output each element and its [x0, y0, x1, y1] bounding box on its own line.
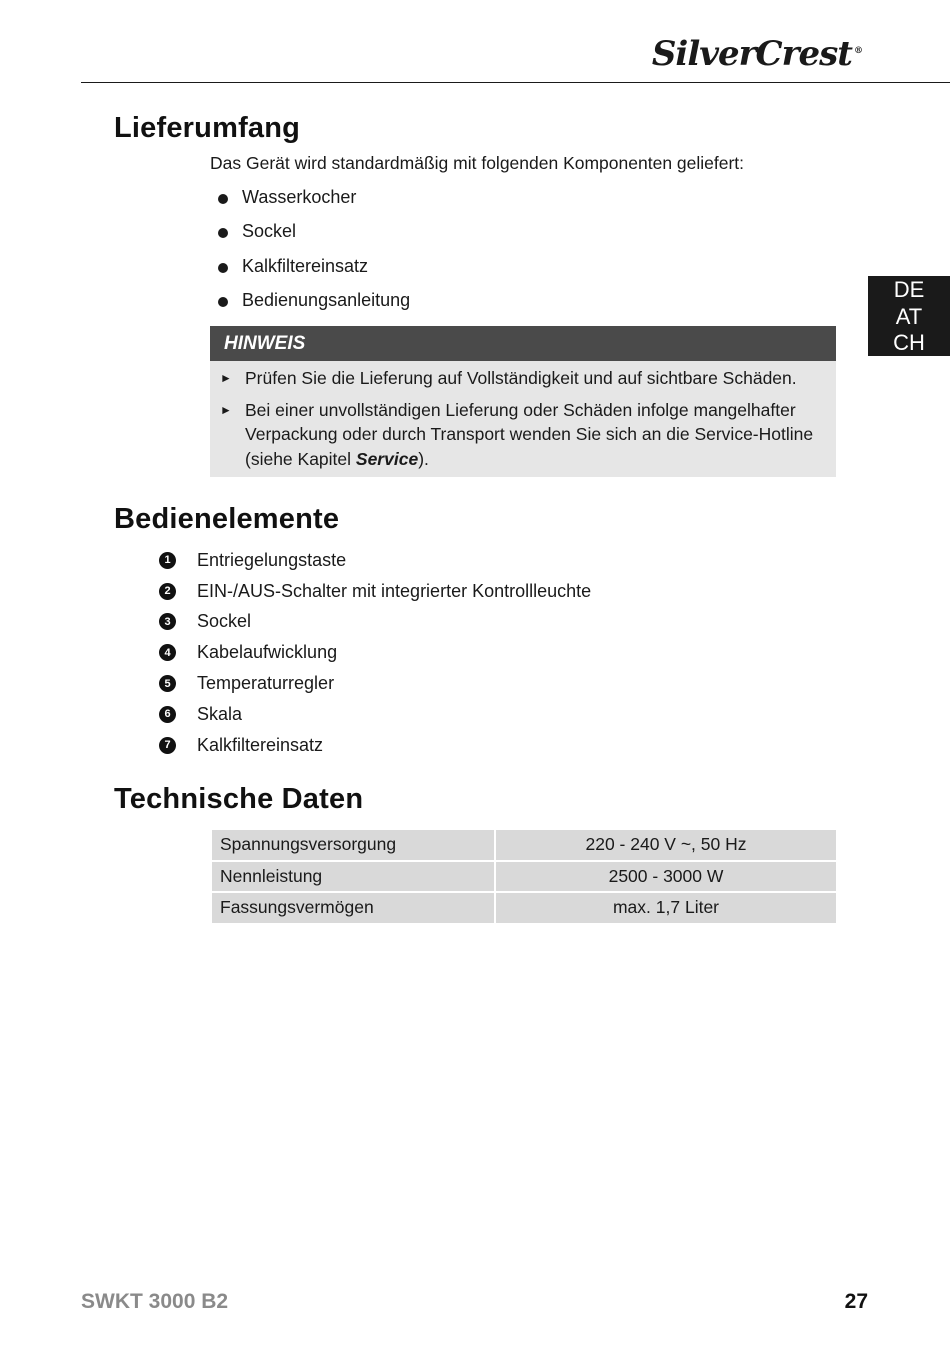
lieferumfang-intro: Das Gerät wird standardmäßig mit folgenden Komponenten geliefert: [210, 153, 745, 173]
language-code: AT [895, 303, 923, 329]
list-item: Kalkfiltereinsatz [218, 256, 410, 290]
list-item: Bedienungsanleitung [218, 290, 410, 324]
hinweis-box [210, 326, 836, 477]
list-item: 5 Temperaturregler [159, 668, 591, 699]
arrow-right-icon: ► [220, 402, 232, 417]
number-badge: 6 [159, 706, 176, 723]
table-row [212, 862, 836, 892]
number-badge: 3 [159, 613, 176, 630]
list-item: 1 Entriegelungstaste [159, 545, 591, 576]
hinweis-item: ► Prüfen Sie die Lieferung auf Vollständigkeit und auf sichtbare Schäden. [220, 366, 824, 391]
spec-value: max. 1,7 Liter [496, 893, 836, 923]
page-number: 27 [844, 1290, 868, 1313]
spec-value: 220 - 240 V ~, 50 Hz [496, 830, 836, 860]
table-row [212, 893, 836, 923]
table-row [212, 830, 836, 860]
spec-key: Nennleistung [212, 862, 494, 892]
section-title-technische-daten: Technische Daten [114, 783, 364, 815]
bullet-icon [218, 297, 228, 307]
lieferumfang-list [218, 187, 410, 324]
number-badge: 5 [159, 675, 176, 692]
bullet-icon [218, 228, 228, 238]
bedienelemente-list [159, 545, 591, 761]
arrow-right-icon: ► [220, 371, 232, 385]
spec-value: 2500 - 3000 W [496, 862, 836, 892]
number-badge: 2 [159, 583, 176, 600]
section-title-bedienelemente: Bedienelemente [114, 503, 340, 535]
list-item: 4 Kabelaufwicklung [159, 637, 591, 668]
footer-model: SWKT 3000 B2 [81, 1290, 229, 1313]
spec-key: Spannungsversorgung [212, 830, 494, 860]
spec-table [210, 828, 838, 925]
list-item: 2 EIN-/AUS-Schalter mit integrierter Kontrollleuchte [159, 576, 591, 607]
hinweis-item: ► Bei einer unvollständigen Lieferung oder Schäden infolge mangelhafter Verpackung oder durch Transport wenden Sie sich an die Service-Hotline (siehe Kapitel Service). [220, 398, 824, 472]
section-title-lieferumfang: Lieferumfang [114, 112, 301, 144]
hinweis-title: HINWEIS [210, 326, 836, 361]
language-code: CH [893, 330, 925, 355]
list-item: 3 Sockel [159, 607, 591, 638]
number-badge: 1 [159, 552, 176, 569]
spec-key: Fassungsvermögen [212, 893, 494, 923]
list-item: 6 Skala [159, 699, 591, 730]
chapter-reference: Service [355, 448, 419, 469]
list-item: Sockel [218, 221, 410, 255]
bullet-icon [218, 194, 228, 204]
list-item: 7 Kalkfiltereinsatz [159, 730, 591, 761]
language-code: DE [893, 277, 925, 302]
header-rule [81, 82, 950, 83]
list-item: Wasserkocher [218, 187, 410, 221]
number-badge: 7 [159, 737, 176, 754]
brand-logo: SilverCrest ® [651, 34, 862, 74]
number-badge: 4 [159, 644, 176, 661]
language-tab [868, 276, 950, 356]
bullet-icon [218, 263, 228, 273]
